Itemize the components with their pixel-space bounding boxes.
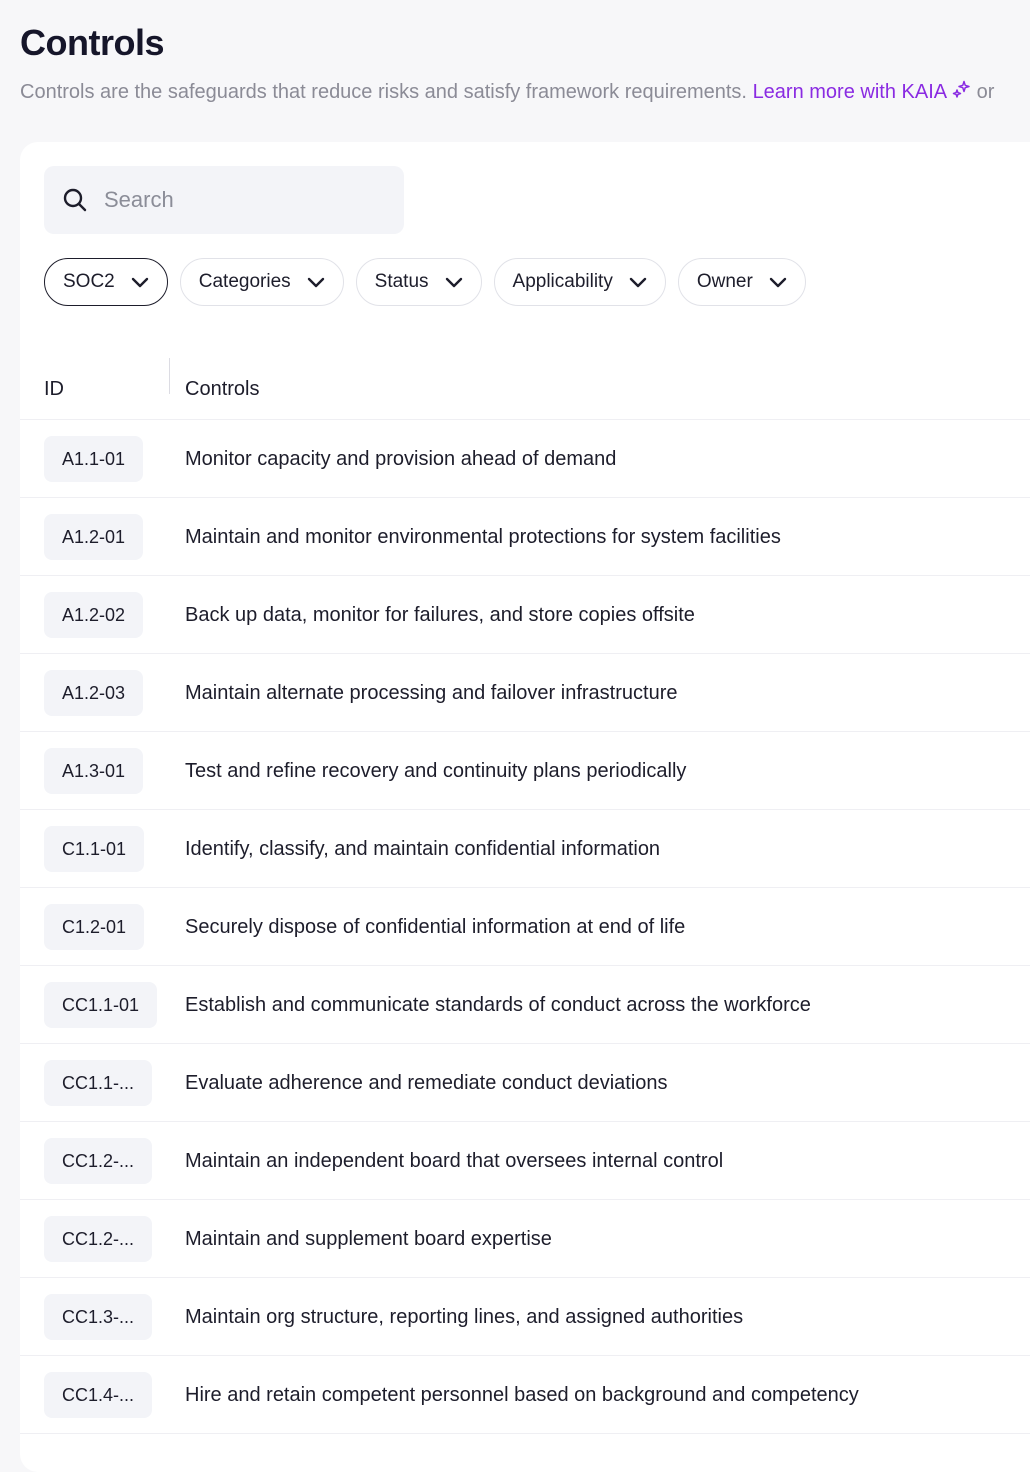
- control-id-badge: CC1.4-...: [44, 1372, 152, 1418]
- control-id-badge: A1.2-02: [44, 592, 143, 638]
- filter-owner[interactable]: [678, 258, 806, 306]
- chevron-down-icon: [627, 271, 649, 293]
- chevron-down-icon: [443, 271, 465, 293]
- table-body: [20, 420, 1030, 1434]
- control-name: Identify, classify, and maintain confidential information: [185, 838, 661, 860]
- filter-label: Applicability: [512, 271, 613, 292]
- search-icon: [62, 187, 88, 213]
- chevron-down-icon: [129, 271, 151, 293]
- control-name: Securely dispose of confidential information at end of life: [185, 916, 686, 938]
- control-name: Evaluate adherence and remediate conduct deviations: [185, 1072, 668, 1094]
- table-row[interactable]: [20, 420, 1030, 498]
- chevron-down-icon: [305, 271, 327, 293]
- control-name: Back up data, monitor for failures, and store copies offsite: [185, 604, 695, 626]
- filter-bar: [44, 258, 806, 306]
- subtitle-text: Controls are the safeguards that reduce risks and satisfy framework requirements.: [20, 81, 747, 103]
- search-input[interactable]: [104, 187, 364, 213]
- column-divider[interactable]: [169, 358, 170, 394]
- table-row[interactable]: [20, 1044, 1030, 1122]
- learn-more-label: Learn more with KAIA: [752, 81, 948, 103]
- table-row[interactable]: [20, 1200, 1030, 1278]
- table-row[interactable]: [20, 1122, 1030, 1200]
- control-name: Maintain alternate processing and failover infrastructure: [185, 682, 678, 704]
- control-id-badge: C1.1-01: [44, 826, 144, 872]
- control-id-badge: A1.2-03: [44, 670, 143, 716]
- control-id-badge: A1.3-01: [44, 748, 143, 794]
- column-header-id[interactable]: ID: [44, 378, 64, 400]
- control-id-badge: CC1.2-...: [44, 1216, 152, 1262]
- table-row[interactable]: [20, 732, 1030, 810]
- control-id-badge: A1.1-01: [44, 436, 143, 482]
- control-id-badge: CC1.2-...: [44, 1138, 152, 1184]
- filter-status[interactable]: [356, 258, 482, 306]
- controls-card: [20, 142, 1030, 1472]
- learn-more-link[interactable]: [753, 81, 972, 103]
- sparkle-icon: [951, 80, 971, 100]
- control-name: Maintain an independent board that oversees internal control: [185, 1150, 724, 1172]
- table-row[interactable]: [20, 654, 1030, 732]
- table-row[interactable]: [20, 1278, 1030, 1356]
- control-id-badge: A1.2-01: [44, 514, 143, 560]
- search-box[interactable]: [44, 166, 404, 234]
- table-row[interactable]: [20, 498, 1030, 576]
- control-name: Maintain and monitor environmental protections for system facilities: [185, 526, 781, 548]
- filter-label: Status: [374, 271, 429, 292]
- table-row[interactable]: [20, 576, 1030, 654]
- table-row[interactable]: [20, 810, 1030, 888]
- control-name: Monitor capacity and provision ahead of demand: [185, 448, 617, 470]
- page-title: Controls: [20, 22, 164, 63]
- filter-framework-soc2[interactable]: [44, 258, 168, 306]
- table-header: [20, 358, 1030, 420]
- table-row[interactable]: [20, 888, 1030, 966]
- subtitle-trailing: or: [976, 81, 995, 103]
- filter-label: Owner: [696, 271, 753, 292]
- table-row[interactable]: [20, 966, 1030, 1044]
- control-id-badge: C1.2-01: [44, 904, 144, 950]
- table-row[interactable]: [20, 1356, 1030, 1434]
- filter-label: Categories: [198, 271, 291, 292]
- control-id-badge: CC1.3-...: [44, 1294, 152, 1340]
- filter-label: SOC2: [63, 271, 115, 292]
- control-name: Establish and communicate standards of conduct across the workforce: [185, 994, 811, 1016]
- chevron-down-icon: [767, 271, 789, 293]
- control-id-badge: CC1.1-...: [44, 1060, 152, 1106]
- control-name: Maintain and supplement board expertise: [185, 1228, 552, 1250]
- control-name: Hire and retain competent personnel based on background and competency: [185, 1384, 859, 1406]
- filter-applicability[interactable]: [494, 258, 666, 306]
- filter-categories[interactable]: [180, 258, 344, 306]
- control-name: Test and refine recovery and continuity plans periodically: [185, 760, 687, 782]
- control-id-badge: CC1.1-01: [44, 982, 157, 1028]
- column-header-controls[interactable]: Controls: [185, 378, 260, 400]
- control-name: Maintain org structure, reporting lines, and assigned authorities: [185, 1306, 744, 1328]
- page-subtitle: [20, 80, 994, 104]
